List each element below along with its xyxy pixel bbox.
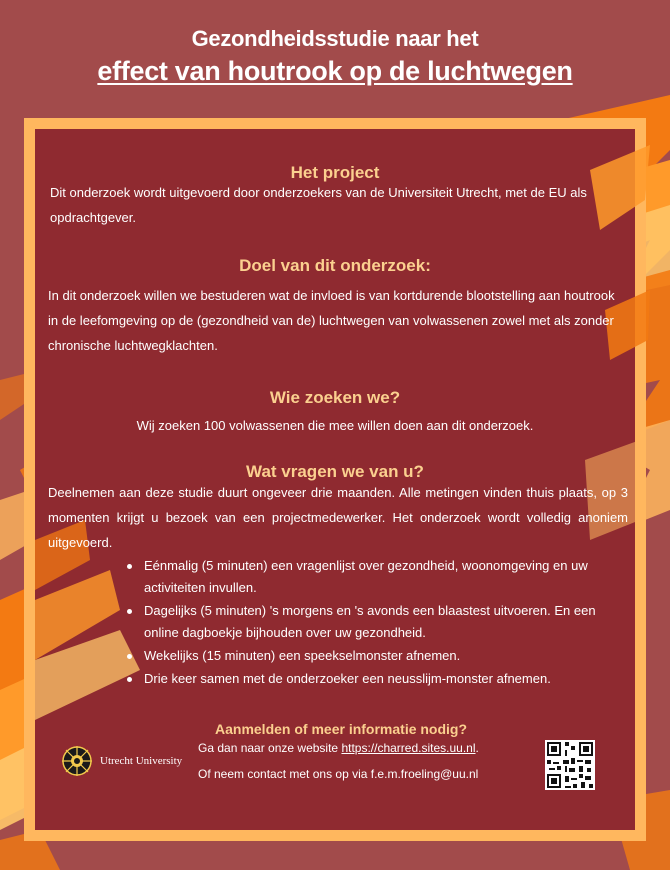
task-list: [118, 555, 628, 691]
contact-heading: Aanmelden of meer informatie nodig?: [215, 721, 468, 737]
list-item: Wekelijks (15 minuten) een speekselmonster afnemen.: [118, 645, 628, 667]
project-heading: Het project: [290, 163, 380, 182]
email-link[interactable]: f.e.m.froeling@uu.nl: [370, 767, 479, 781]
goal-text: In dit onderzoek willen we bestuderen wat de invloed is van kortdurende blootstelling aan houtrook in de leefomgeving op de (gezondheid van de) luchtwegen van volwassenen zowel met als zonder chronische luchtwegklachten.: [48, 288, 615, 353]
page-title-line-2-text: effect van houtrook op de luchtwegen: [97, 56, 573, 86]
website-suffix: .: [475, 741, 479, 755]
list-item: Dagelijks (5 minuten) 's morgens en 's avonds een blaastest uitvoeren. En een online dagboekje bijhouden over uw gezondheid.: [118, 600, 628, 644]
ask-heading: Wat vragen we van u?: [246, 462, 424, 481]
list-item: Eénmalig (5 minuten) een vragenlijst over gezondheid, woonomgeving en uw activiteiten invullen.: [118, 555, 628, 599]
ask-text: Deelnemen aan deze studie duurt ongeveer drie maanden. Alle metingen vinden thuis plaats, op 3 momenten krijgt u bezoek van een projectmedewerker. Het onderzoek wordt volledig anoniem uitgevoerd.: [48, 485, 628, 550]
contact-email-line: [198, 767, 478, 781]
goal-heading: Doel van dit onderzoek:: [239, 256, 431, 275]
project-text: Dit onderzoek wordt uitgevoerd door onderzoekers van de Universiteit Utrecht, met de EU als opdrachtgever.: [50, 185, 587, 225]
who-heading: Wie zoeken we?: [269, 388, 401, 407]
university-name: Utrecht University: [100, 755, 183, 767]
page-title-line-1: Gezondheidsstudie naar het: [191, 26, 479, 51]
email-prefix: Of neem contact met ons op via: [198, 767, 371, 781]
who-text: Wij zoeken 100 volwassenen die mee willen doen aan dit onderzoek.: [136, 418, 534, 433]
contact-website-line: [198, 741, 479, 755]
website-link[interactable]: https://charred.sites.uu.nl: [341, 741, 476, 755]
list-item: Drie keer samen met de onderzoeker een neusslijm-monster afnemen.: [118, 668, 628, 690]
website-prefix: Ga dan naar onze website: [198, 741, 342, 755]
qr-code-icon[interactable]: [545, 740, 595, 790]
